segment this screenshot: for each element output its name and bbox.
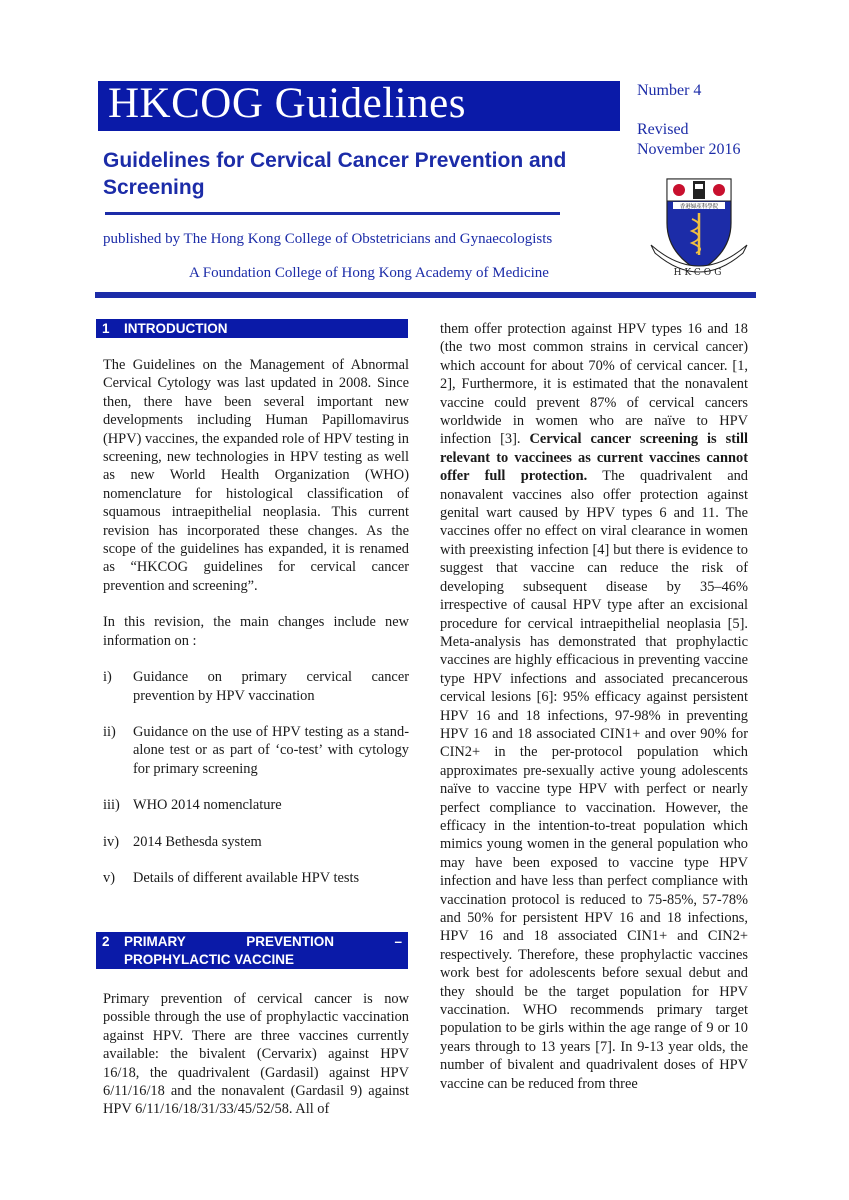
section-heading-primary-prevention (96, 932, 408, 969)
list-item: i) Guidance on primary cervical cancer prevention by HPV vaccination (103, 669, 409, 704)
section-title-dash: – (394, 934, 402, 949)
revision-date: November 2016 (637, 141, 741, 158)
guidelines-banner (98, 81, 620, 131)
list-item: v) Details of different available HPV tests (103, 869, 360, 886)
section-heading-introduction (96, 319, 408, 338)
section-title-word: PRIMARY (124, 934, 186, 949)
revised-label: Revised (637, 121, 689, 138)
vaccine-paragraph: Primary prevention of cervical cancer is now possible through the use of prophylactic vaccination against HPV. There are three vaccines currently available: the bivalent (Cervarix) against HPV 16/18, the quadrivalent (Gardasil) against HPV 6/11/16/18 and the nonavalent (Gardasil 9) against HPV 6/11/16/18/31/33/45/52/58. All of (103, 991, 409, 1118)
svg-text:香港婦產科學院: 香港婦產科學院 (679, 204, 719, 210)
subtitle-divider (105, 212, 560, 215)
list-item: ii) Guidance on the use of HPV testing as a stand- alone test or as part of ‘co-test’ with cytology for primary screening (103, 723, 409, 777)
section-title-line2: PROPHYLACTIC VACCINE (124, 952, 295, 967)
banner-title: HKCOG Guidelines (108, 80, 466, 127)
foundation-line: A Foundation College of Hong Kong Academy of Medicine (189, 265, 549, 281)
section-number: 1 (102, 321, 110, 336)
svg-text:HKCOG: HKCOG (673, 268, 725, 278)
section-title: INTRODUCTION (124, 321, 228, 336)
section-title-word: PREVENTION (246, 934, 334, 949)
college-crest-logo (649, 175, 749, 287)
intro-paragraph: The Guidelines on the Management of Abnormal Cervical Cytology was last updated in 2008. Since then, there have been several important new developments including Human Papillomavirus (HPV) vaccines, the expanded role of HPV testing in screening, new technologies in HPV testing as well as new World Health Organization (WHO) nomenclature for histological classification of squamous intraepithelial neoplasia. This current revision has incorporated these changes. As the scope of the guidelines has expanded, it is renamed as “HKCOG guidelines for cervical cancer prevention and screening”. (103, 357, 409, 594)
vaccine-paragraph-container (103, 990, 409, 1137)
list-item: iii) WHO 2014 nomenclature (103, 797, 282, 814)
right-text-part2: The quadrivalent and nonavalent vaccines also offer protection against genital wart caused by HPV types 6 and 11. The vaccines offer no effect on viral clearance in women with preexisting infection [4] but there is evidence to suggest that vaccine can reduce the risk of developing subsequent disease by 35–46% irrespective of causal HPV type after an excisional procedure for cervical intraepithelial neoplasia [5]. Meta-analysis has demonstrated that prophylactic vaccines are highly efficacious in preventing vaccine type HPV infections and associated precancerous cervical lesions [6]: 95% efficacy against persistent HPV 16 and 18 infections, 97-98% in preventing HPV 16 and 18 associated CIN1+ and over 90% for CIN2+ in the per-protocol population which approximates pre-sexually active young adolescents naïve to vaccine type HPV with perfect or nearly perfect compliance to vaccination. However, the efficacy in the intention-to-treat population which mimics young women in the general population who may have been exposed to vaccine type HPV infection and have less than perfect compliance with vaccination protocol is reduced to 75-85%, 57-78% and 50% for persistent HPV 16 and 18 infections, HPV 16 and 18 associated CIN1+ and CIN2+ respectively. Therefore, these prophylactic vaccines work best for adolescents before sexual debut and they should be the target population for HPV vaccination. WHO recommends primary target population to be girls within the age range of 9 or 10 years through to 13 years [7]. In 9-13 year olds, the number of bivalent and quadrivalent doses of HPV vaccine can be reduced from three (440, 468, 748, 1092)
section-number: 2 (102, 934, 110, 949)
screening-emphasis: Cervical cancer screening is still relevant to vaccinees as current vaccines cannot offer full protection. (440, 431, 748, 485)
changes-list (103, 668, 409, 887)
right-text-part1: them offer protection against HPV types 16 and 18 (the two most common strains in cervical cancer) which account for about 70% of cervical cancer. [1, 2], Furthermore, it is estimated that the nonavalent vaccine could prevent 87% of cervical cancers worldwide in women who are naïve to HPV infection [3]. (440, 321, 748, 448)
document-subtitle: Guidelines for Cervical Cancer Prevention and Screening (103, 149, 567, 199)
publisher-line: published by The Hong Kong College of Obstetricians and Gynaecologists (103, 231, 553, 247)
guideline-number: Number 4 (637, 82, 702, 99)
changes-intro-paragraph: In this revision, the main changes include new information on : (103, 614, 409, 649)
header-divider (95, 292, 756, 298)
right-column (440, 320, 748, 1111)
left-column (103, 356, 409, 905)
list-item: iv) 2014 Bethesda system (103, 833, 262, 850)
